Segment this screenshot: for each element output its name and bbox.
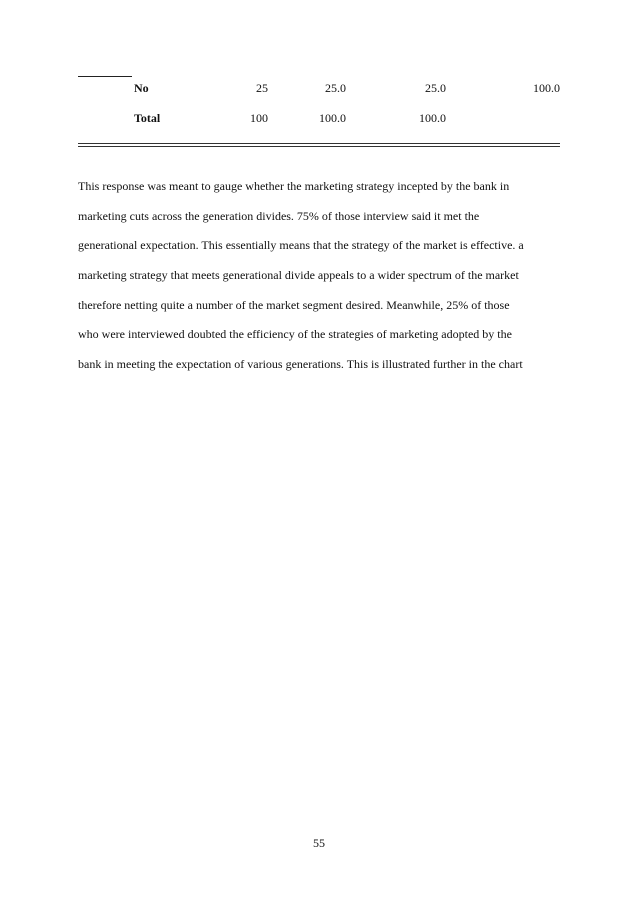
row-total-frequency: 100 [250, 111, 268, 125]
paragraph-line: This response was meant to gauge whether the marketing strategy incepted by the bank in [78, 179, 510, 193]
body-paragraph [78, 172, 564, 380]
row-no-percent: 25.0 [325, 81, 346, 95]
row-no-cumulative-percent: 100.0 [533, 81, 560, 95]
page-number: 55 [313, 836, 325, 850]
paragraph-line: therefore netting quite a number of the market segment desired. Meanwhile, 25% of those [78, 297, 510, 312]
row-label-total: Total [134, 111, 161, 125]
table-bottom-double-rule [78, 143, 560, 147]
row-no-frequency: 25 [256, 81, 268, 95]
paragraph-line: generational expectation. This essentially means that the strategy of the market is effective. a [78, 238, 524, 253]
row-label-no: No [134, 81, 149, 95]
row-total-percent: 100.0 [319, 111, 346, 125]
paragraph-line: bank in meeting the expectation of various generations. This is illustrated further in the chart [78, 357, 523, 372]
table-top-rule [78, 76, 132, 77]
row-no-valid-percent: 25.0 [425, 81, 446, 95]
paragraph-line: who were interviewed doubted the efficiency of the strategies of marketing adopted by the [78, 327, 512, 342]
paragraph-line: marketing cuts across the generation divides. 75% of those interview said it met the [78, 208, 480, 223]
paragraph-line: marketing strategy that meets generational divide appeals to a wider spectrum of the market [78, 268, 519, 283]
row-total-valid-percent: 100.0 [419, 111, 446, 125]
